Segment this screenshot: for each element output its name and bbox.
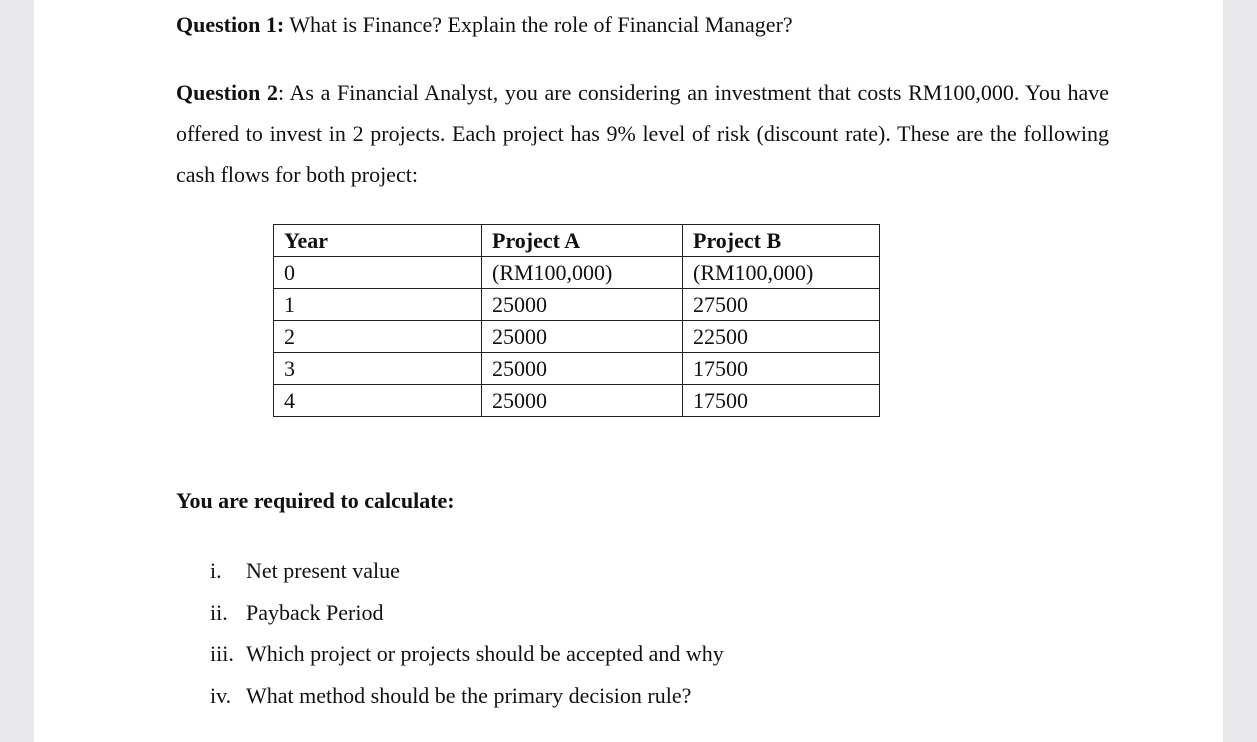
year-cell: 1 (274, 289, 482, 321)
project-b-cell: 27500 (683, 289, 880, 321)
header-project-a: Project A (482, 225, 683, 257)
question-2-text: : As a Financial Analyst, you are considering an investment that costs RM100,000. You have offered to invest in 2 projects. Each project has 9% level of risk (discount rate). These are the following cash flows for both project: (176, 80, 1109, 187)
table-row (274, 353, 880, 385)
required-heading: You are required to calculate: (176, 488, 455, 513)
list-item-text: Which project or projects should be accepted and why (246, 641, 724, 666)
list-item-text: Net present value (246, 558, 400, 583)
question-1 (176, 10, 793, 40)
header-project-b: Project B (683, 225, 880, 257)
year-cell: 4 (274, 385, 482, 417)
list-item-number: iv. (210, 682, 232, 708)
table-row (274, 289, 880, 321)
document-page (34, 0, 1223, 742)
list-item (210, 550, 724, 592)
project-b-cell: 17500 (683, 385, 880, 417)
question-2-label: Question 2 (176, 80, 278, 105)
project-a-cell: 25000 (482, 385, 683, 417)
project-a-cell: 25000 (482, 289, 683, 321)
project-b-cell: (RM100,000) (683, 257, 880, 289)
list-item-number: i. (210, 558, 222, 583)
year-cell: 0 (274, 257, 482, 289)
header-year: Year (274, 225, 482, 257)
year-cell: 3 (274, 353, 482, 385)
project-a-cell: (RM100,000) (482, 257, 683, 289)
question-1-text: What is Finance? Explain the role of Financial Manager? (289, 12, 793, 37)
question-1-label: Question 1: (176, 12, 285, 37)
list-item (210, 675, 724, 717)
table-row (274, 385, 880, 417)
project-a-cell: 25000 (482, 353, 683, 385)
project-a-cell: 25000 (482, 321, 683, 353)
list-item-text: What method should be the primary decision rule? (246, 682, 692, 708)
project-b-cell: 17500 (683, 353, 880, 385)
list-item-number: iii. (210, 641, 234, 666)
list-item-number: ii. (210, 599, 228, 625)
year-cell: 2 (274, 321, 482, 353)
required-list (210, 550, 724, 716)
list-item (210, 633, 724, 675)
table-header-row (274, 225, 880, 257)
list-item (210, 592, 724, 634)
table-row (274, 321, 880, 353)
list-item-text: Payback Period (246, 599, 384, 625)
project-b-cell: 22500 (683, 321, 880, 353)
question-2 (176, 72, 1109, 195)
cash-flow-table (273, 224, 880, 417)
table-row (274, 257, 880, 289)
